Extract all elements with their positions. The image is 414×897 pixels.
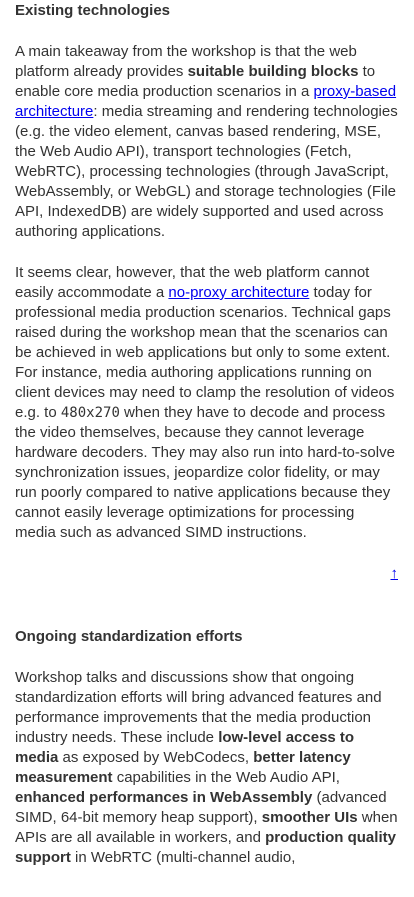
- section-heading-existing-technologies: Existing technologies: [15, 2, 171, 19]
- document-page: [0, 1, 414, 868]
- paragraph-text: Workshop talks and discussions show that ongoing standardization efforts will bring advanced features and performance improvements that the media production industry needs. These include: [15, 669, 382, 746]
- resolution-code: 480x270: [60, 405, 120, 421]
- back-to-top: [15, 564, 398, 584]
- paragraph-building-blocks: [15, 42, 398, 242]
- paragraph-text: to enable core media production scenarios in a: [15, 63, 376, 100]
- paragraph-no-proxy: [15, 263, 398, 543]
- emphasis-text: enhanced performances in WebAssembly: [15, 789, 313, 806]
- no-proxy-architecture-link[interactable]: no-proxy architecture: [168, 284, 310, 301]
- paragraph-text: capabilities in the Web Audio API,: [112, 769, 340, 786]
- paragraph-text: : media streaming and rendering technologies (e.g. the video element, canvas based rendering, MSE, the Web Audio API), transport technologies (Fetch, WebRTC), processing technologies (through JavaScript, WebAssembly, or WebGL) and storage technologies (File API, IndexedDB) are widely supported and used across authoring applications.: [15, 103, 398, 240]
- emphasis-text: low-level access to media: [15, 729, 355, 766]
- paragraph-text: as exposed by WebCodecs,: [58, 749, 254, 766]
- paragraph-standardization: [15, 668, 398, 868]
- emphasis-text: production quality support: [15, 829, 396, 866]
- paragraph-text: today for professional media production scenarios. Technical gaps raised during the workshop mean that the scenarios can be achieved in web applications but only to some extent. For instance, media authoring applications running on client devices may need to clamp the resolution of videos e.g. to: [15, 284, 395, 421]
- paragraph-text: It seems clear, however, that the web platform cannot easily accommodate a: [15, 264, 370, 301]
- proxy-based-architecture-link[interactable]: proxy-based architecture: [15, 83, 397, 120]
- paragraph-text: A main takeaway from the workshop is that the web platform already provides: [15, 43, 357, 80]
- emphasis-text: smoother UIs: [261, 809, 358, 826]
- paragraph-text: (advanced SIMD, 64-bit memory heap support),: [15, 789, 387, 826]
- emphasis-text: better latency measurement: [15, 749, 351, 786]
- emphasis-text: suitable building blocks: [187, 63, 359, 80]
- back-to-top-link[interactable]: ↑: [390, 565, 398, 582]
- paragraph-text: when APIs are all available in workers, and: [15, 809, 398, 846]
- section-heading-standardization-efforts: Ongoing standardization efforts: [15, 628, 243, 645]
- paragraph-text: when they have to decode and process the video themselves, because they cannot leverage hardware decoders. They may also run into hard-to-solve synchronization issues, jeopardize color fidelity, or may run poorly compared to native applications because they cannot easily leverage optimizations for processing media such as advanced SIMD instructions.: [15, 404, 395, 541]
- paragraph-text: in WebRTC (multi-channel audio,: [70, 849, 296, 866]
